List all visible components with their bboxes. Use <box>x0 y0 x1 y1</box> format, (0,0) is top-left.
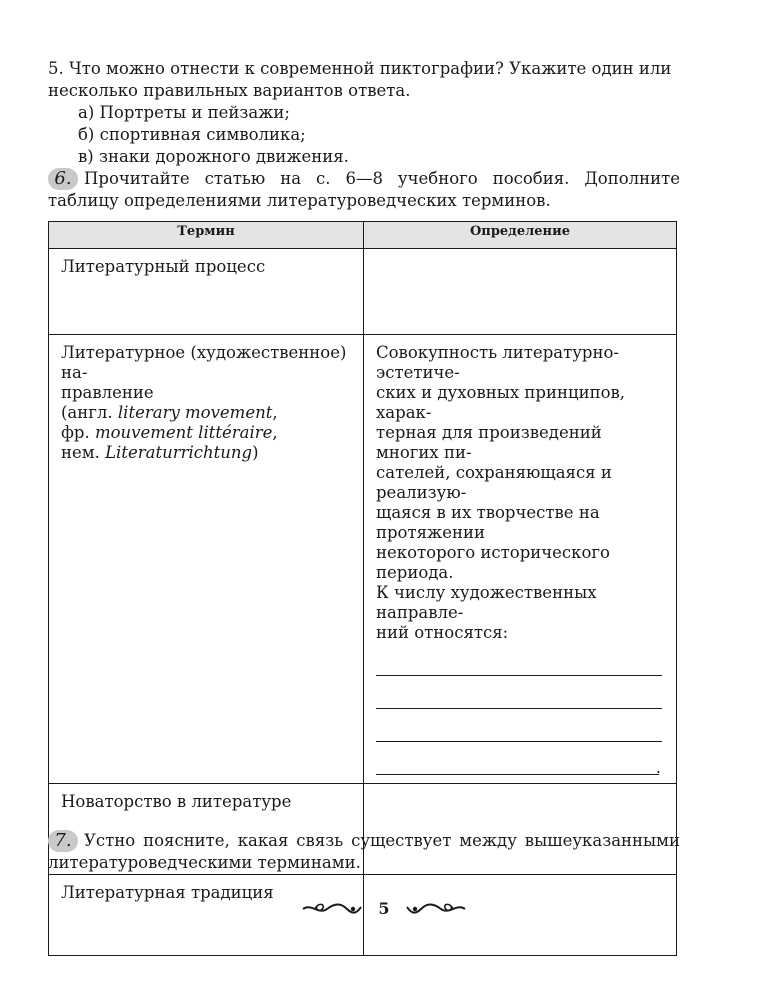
term-text: (англ. <box>61 403 118 422</box>
question-5-text: 5. Что можно отнести к современной пиктографии? Укажите один или несколько правильных вариантов ответа. <box>48 59 672 100</box>
question-5 <box>48 58 688 168</box>
answer-option-c[interactable]: в) знаки дорожного движения. <box>78 147 349 166</box>
term-cell: Литературный процесс <box>49 249 364 335</box>
task-6-text: Прочитайте статью на с. 6—8 учебного пособия. Дополните таблицу определениями литературоведческих терминов. <box>48 169 680 210</box>
term-cell: Новаторство в литературе <box>49 784 364 875</box>
definition-line: ний относятся: <box>376 623 509 642</box>
term-text: , <box>272 423 278 442</box>
task-7-text: Устно поясните, какая связь существует между вышеуказанными литературоведческими терминами. <box>48 831 680 872</box>
table-row <box>49 249 677 335</box>
table-row <box>49 335 677 784</box>
term-foreign-word: mouvement littéraire <box>94 423 273 442</box>
term-foreign-word: Literaturrichtung <box>105 443 253 462</box>
answer-blank-line[interactable] <box>376 742 659 775</box>
answer-option-a[interactable]: а) Портреты и пейзажи; <box>78 103 290 122</box>
definition-line: Совокупность литературно-эстетиче- <box>376 343 620 382</box>
term-line <box>61 423 351 443</box>
term-text: нем. <box>61 443 106 462</box>
term-line: правление <box>61 383 154 402</box>
term-cell: Литературная традиция <box>49 875 364 956</box>
task-7-number-badge: 7. <box>48 830 78 852</box>
term-line <box>61 443 351 463</box>
answer-blank-line[interactable] <box>376 676 662 709</box>
term-foreign-word: literary movement <box>117 403 273 422</box>
header-definition: Определение <box>364 222 677 249</box>
term-line <box>61 403 351 423</box>
right-flourish-icon <box>405 899 467 919</box>
definition-cell-empty[interactable] <box>364 249 677 335</box>
task-6 <box>48 168 680 212</box>
term-line: Литературное (художественное) на- <box>61 343 347 382</box>
term-cell <box>49 335 364 784</box>
definition-cell <box>364 335 677 784</box>
left-flourish-icon <box>301 899 363 919</box>
term-text: ) <box>252 443 259 462</box>
table-header-row <box>49 222 677 249</box>
definition-line: терная для произведений многих пи- <box>376 423 602 462</box>
page-footer <box>0 898 768 928</box>
header-term: Термин <box>49 222 364 249</box>
definition-line: ских и духовных принципов, харак- <box>376 383 626 422</box>
answer-blank-line[interactable] <box>376 709 662 742</box>
answer-option-b[interactable]: б) спортивная символика; <box>78 125 306 144</box>
answer-blank-line[interactable] <box>376 643 662 676</box>
definition-line: щаяся в их творчестве на протяжении <box>376 503 600 542</box>
definition-line: некоторого исторического периода. <box>376 543 610 582</box>
task-6-number-badge: 6. <box>48 168 78 190</box>
definition-line: сателей, сохраняющаяся и реализую- <box>376 463 612 502</box>
end-period: . <box>655 758 661 777</box>
definition-line: К числу художественных направле- <box>376 583 597 622</box>
page-number: 5 <box>378 899 390 918</box>
term-text: , <box>272 403 278 422</box>
term-text: фр. <box>61 423 95 442</box>
task-7 <box>48 830 680 874</box>
